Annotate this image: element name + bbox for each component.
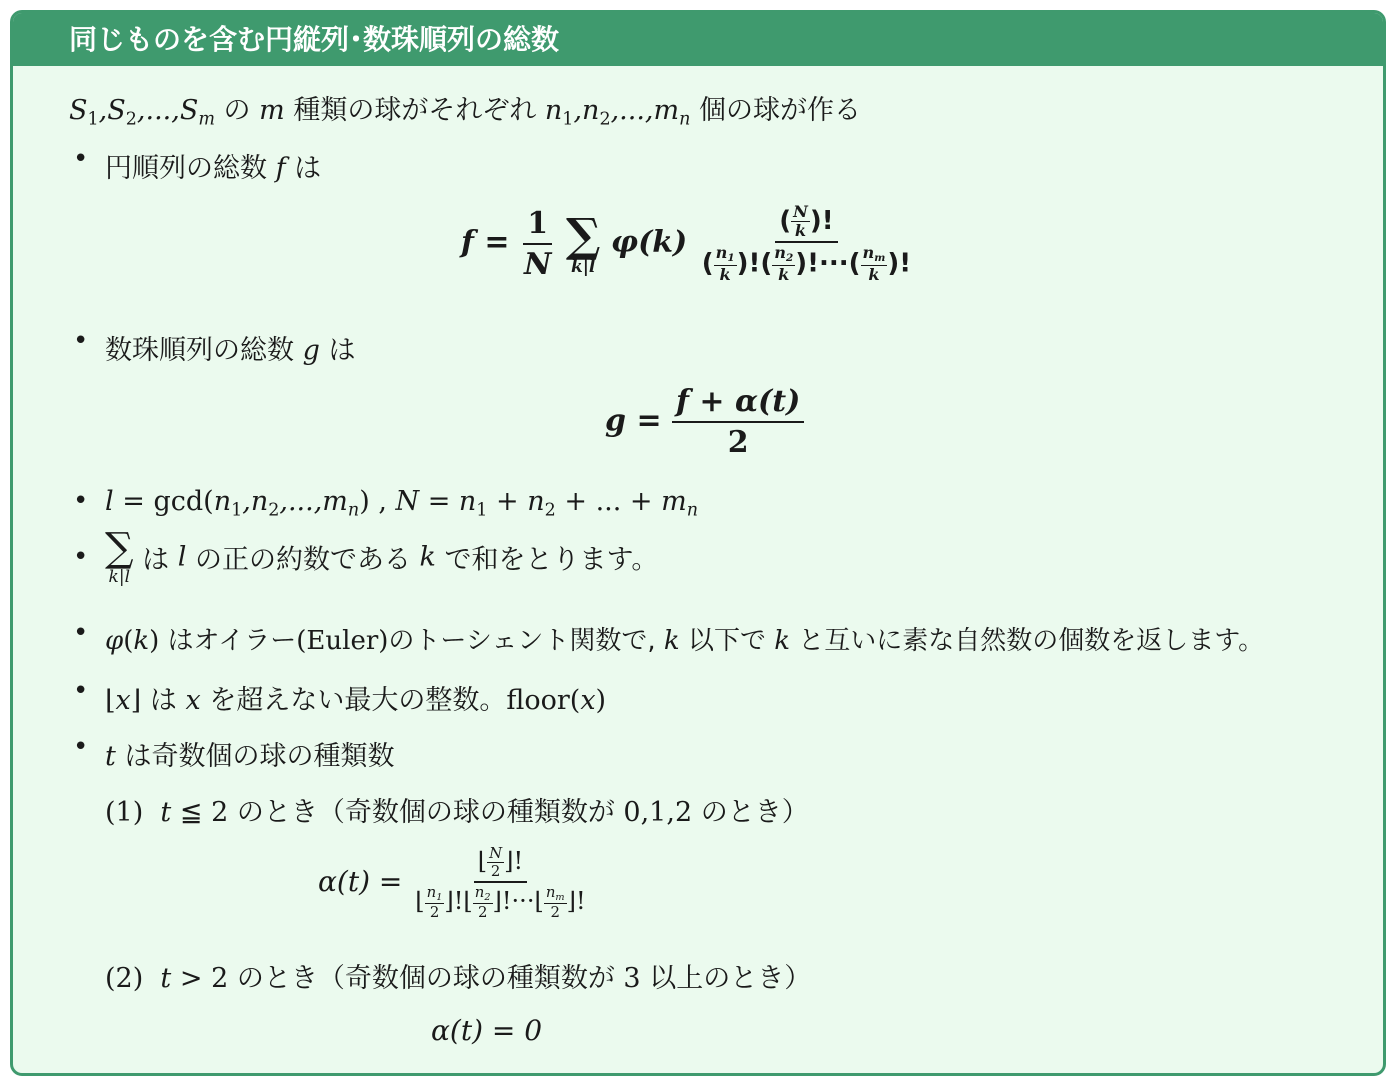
intro-n: ,n xyxy=(573,95,600,126)
intro-s: ,S xyxy=(98,95,126,126)
intro-sm: m xyxy=(198,109,215,130)
intro-n: n xyxy=(544,95,563,126)
intro-s: S xyxy=(69,95,88,126)
bullet-dot: • xyxy=(73,732,89,762)
formula-g: g = $\frac{f + \alpha(t)}{2}$ xyxy=(605,384,804,460)
intro-text: の xyxy=(214,95,260,126)
case-2-line: (2) t > 2 のとき（奇数個の球の種類数が 3 以上のとき） xyxy=(105,963,812,994)
case-1-line: (1) t ≦ 2 のとき（奇数個の球の種類数が 0,1,2 のとき） xyxy=(105,797,809,828)
phi-k: φ(k) xyxy=(610,225,688,260)
intro-text: 個の球が作る xyxy=(690,95,861,126)
bullet-dot: • xyxy=(73,144,89,174)
intro-n: ,...,m xyxy=(610,95,680,126)
formula-alpha-case1: α(t) = ⌊ $\frac{N}{2}$ ⌋! ⌊ $\frac{n_1}{2}$ ⌋!⌊ $\frac{n_2}{2}$ ⌋!···⌊ $\frac{n_m}{2}$ ⌋! xyxy=(318,844,586,922)
bullet-dot: • xyxy=(73,618,89,648)
multinomial-fraction: ( $\frac{N}{k}$ )! ( $\frac{n_1}{k}$ )!( $\frac{n_2}{k}$ )!···( $\frac{n_m}{k}$ )! xyxy=(701,202,912,284)
var-f: f xyxy=(275,153,286,184)
bullet-dot: • xyxy=(73,676,89,706)
bullet-dot: • xyxy=(73,326,89,356)
formula-alpha-case2: α(t) = 0 xyxy=(431,1014,543,1047)
bead-total-line: 数珠順列の総数 g は xyxy=(105,335,356,366)
bullet-dot: • xyxy=(73,542,89,572)
intro-line: $S_1,S_2,...,S_m$ の m 種類の球がそれぞれ $n_1,n_2,...,m_n$ 個の球が作る xyxy=(69,95,861,130)
formula-f: f = $\frac{1}{N}$ ∑ k|l φ(k) ( $\frac{N}{k}$ )! ( $\frac{n_1}{k}$ )!( $\frac{n_2}{k}$ )!···( $\frac{n_m}{k}$ )! xyxy=(461,204,915,283)
fraction-1-over-n: $\frac{1}{N}$ xyxy=(523,205,552,282)
sum-description-line: ∑ k|l は l の正の約数である k で和をとります。 xyxy=(105,525,659,587)
gcd-line: $l = \gcd(n_1,n_2,...,m_n)$ , $N = n_1 + n_2$ + ... + $m_n$ xyxy=(105,486,699,521)
box-title: 同じものを含む円縦列･数珠順列の総数 xyxy=(13,13,1383,66)
summation-k-divides-l: ∑ k|l xyxy=(565,207,601,277)
intro-m: m xyxy=(259,95,285,126)
intro-nn: n xyxy=(679,109,691,130)
formula-box xyxy=(10,10,1386,1076)
bullet-dot: • xyxy=(73,486,89,516)
t-description-line: t は奇数個の球の種類数 xyxy=(105,741,395,772)
circle-total-line: 円順列の総数 f は xyxy=(105,153,322,184)
floor-description-line: ⌊x⌋ は x を超えない最大の整数。floor(x) xyxy=(105,685,607,716)
var-g: g xyxy=(302,335,320,366)
intro-text: 種類の球がそれぞれ xyxy=(284,95,545,126)
intro-s: ,...,S xyxy=(136,95,199,126)
summation-symbol: ∑ k|l xyxy=(105,525,134,587)
totient-description-line: φ(k) はオイラー(Euler)のトーシェント関数で, k 以下で k と互いに素な自然数の個数を返します。 xyxy=(105,626,1265,656)
